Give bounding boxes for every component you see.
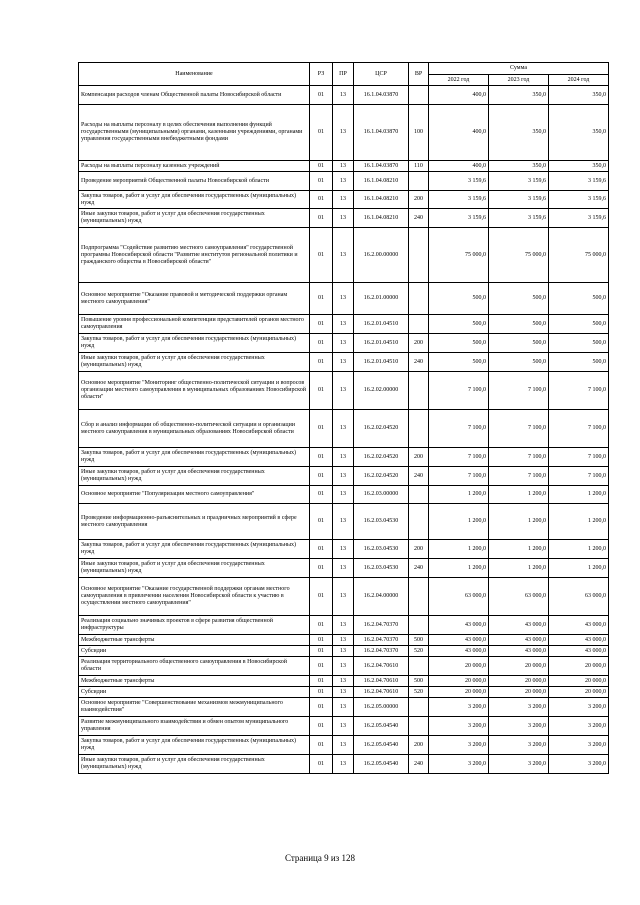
row-pr-cell: 13: [333, 334, 354, 353]
row-vr-cell: 500: [409, 635, 429, 646]
row-name-cell: Закупка товаров, работ и услуг для обеспечения государственных (муниципальных) нужд: [79, 540, 310, 559]
row-sum-2024-cell: 75 000,0: [549, 228, 609, 283]
row-vr-cell: 240: [409, 467, 429, 486]
table-row: [79, 372, 609, 410]
row-name-cell: Закупка товаров, работ и услуг для обеспечения государственных (муниципальных) нужд: [79, 334, 310, 353]
row-pr-cell: 13: [333, 755, 354, 774]
row-rz-cell: 01: [310, 616, 333, 635]
row-sum-2022-cell: 3 200,0: [429, 698, 489, 717]
row-rz-cell: 01: [310, 209, 333, 228]
row-sum-2023-cell: 500,0: [489, 353, 549, 372]
header-pr: ПР: [333, 63, 354, 86]
row-sum-2024-cell: 43 000,0: [549, 635, 609, 646]
row-rz-cell: 01: [310, 540, 333, 559]
row-sum-2022-cell: 43 000,0: [429, 646, 489, 657]
header-year-2024: 2024 год: [549, 75, 609, 86]
row-sum-2022-cell: 7 100,0: [429, 410, 489, 448]
row-sum-2023-cell: 1 200,0: [489, 486, 549, 504]
row-rz-cell: 01: [310, 315, 333, 334]
table-row: [79, 540, 609, 559]
row-name-cell: Проведение информационно-разъяснительных и праздничных мероприятий в сфере местного самоуправления: [79, 504, 310, 540]
row-vr-cell: 240: [409, 755, 429, 774]
row-csr-cell: 16.1.04.08210: [354, 191, 409, 209]
table-row: [79, 755, 609, 774]
row-sum-2024-cell: 3 200,0: [549, 736, 609, 755]
row-sum-2022-cell: 500,0: [429, 334, 489, 353]
row-sum-2022-cell: 3 159,6: [429, 209, 489, 228]
row-csr-cell: 16.2.04.70370: [354, 646, 409, 657]
row-sum-2024-cell: 7 100,0: [549, 372, 609, 410]
row-sum-2023-cell: 7 100,0: [489, 372, 549, 410]
row-sum-2023-cell: 43 000,0: [489, 616, 549, 635]
row-name-cell: Подпрограмма "Содействие развитию местного самоуправления" государственной программы Новосибирской области "Развитие институтов региональной политики и гражданского общества в Новосибирской области": [79, 228, 310, 283]
row-sum-2022-cell: 20 000,0: [429, 657, 489, 676]
row-pr-cell: 13: [333, 372, 354, 410]
row-pr-cell: 13: [333, 657, 354, 676]
row-csr-cell: 16.2.03.00000: [354, 486, 409, 504]
row-csr-cell: 16.2.01.00000: [354, 283, 409, 315]
row-sum-2024-cell: 500,0: [549, 283, 609, 315]
row-rz-cell: 01: [310, 717, 333, 736]
row-sum-2023-cell: 3 159,6: [489, 209, 549, 228]
table-row: [79, 676, 609, 687]
row-vr-cell: [409, 616, 429, 635]
row-sum-2024-cell: 350,0: [549, 161, 609, 172]
row-pr-cell: 13: [333, 209, 354, 228]
row-csr-cell: 16.1.04.03870: [354, 161, 409, 172]
row-vr-cell: [409, 486, 429, 504]
row-csr-cell: 16.2.02.04520: [354, 448, 409, 467]
row-name-cell: Сбор и анализ информации об общественно-политической ситуации и организации местного самоуправления в муниципальных образованиях Новосибирской области: [79, 410, 310, 448]
row-csr-cell: 16.1.04.03870: [354, 86, 409, 105]
row-name-cell: Иные закупки товаров, работ и услуг для обеспечения государственных (муниципальных) нужд: [79, 559, 310, 578]
row-sum-2024-cell: 1 200,0: [549, 540, 609, 559]
row-vr-cell: 200: [409, 736, 429, 755]
row-pr-cell: 13: [333, 86, 354, 105]
row-sum-2022-cell: 500,0: [429, 353, 489, 372]
row-sum-2023-cell: 63 000,0: [489, 578, 549, 616]
row-vr-cell: [409, 504, 429, 540]
row-vr-cell: 200: [409, 448, 429, 467]
row-sum-2023-cell: 20 000,0: [489, 657, 549, 676]
row-rz-cell: 01: [310, 353, 333, 372]
row-rz-cell: 01: [310, 86, 333, 105]
row-rz-cell: 01: [310, 687, 333, 698]
row-sum-2023-cell: 43 000,0: [489, 635, 549, 646]
row-sum-2022-cell: 7 100,0: [429, 372, 489, 410]
table-row: [79, 467, 609, 486]
row-rz-cell: 01: [310, 372, 333, 410]
table-row: [79, 315, 609, 334]
row-sum-2024-cell: 350,0: [549, 86, 609, 105]
row-pr-cell: 13: [333, 676, 354, 687]
row-csr-cell: 16.2.02.00000: [354, 372, 409, 410]
row-pr-cell: 13: [333, 172, 354, 191]
row-sum-2023-cell: 3 200,0: [489, 755, 549, 774]
row-sum-2022-cell: 1 200,0: [429, 504, 489, 540]
row-sum-2024-cell: 63 000,0: [549, 578, 609, 616]
row-name-cell: Реализация социально значимых проектов в сфере развития общественной инфраструктуры: [79, 616, 310, 635]
row-vr-cell: 200: [409, 191, 429, 209]
table-row: [79, 698, 609, 717]
table-row: [79, 616, 609, 635]
row-sum-2022-cell: 1 200,0: [429, 486, 489, 504]
row-vr-cell: 110: [409, 161, 429, 172]
row-pr-cell: 13: [333, 161, 354, 172]
row-name-cell: Проведение мероприятий Общественной палаты Новосибирской области: [79, 172, 310, 191]
row-sum-2022-cell: 43 000,0: [429, 635, 489, 646]
table-row: [79, 209, 609, 228]
table-row: [79, 578, 609, 616]
page-number: Страница 9 из 128: [285, 853, 355, 863]
row-csr-cell: 16.2.04.70610: [354, 657, 409, 676]
row-name-cell: Иные закупки товаров, работ и услуг для обеспечения государственных (муниципальных) нужд: [79, 353, 310, 372]
row-sum-2022-cell: 500,0: [429, 283, 489, 315]
row-pr-cell: 13: [333, 315, 354, 334]
row-sum-2024-cell: 20 000,0: [549, 687, 609, 698]
row-name-cell: Субсидии: [79, 646, 310, 657]
row-sum-2024-cell: 20 000,0: [549, 676, 609, 687]
row-pr-cell: 13: [333, 283, 354, 315]
row-csr-cell: 16.2.05.04540: [354, 755, 409, 774]
row-csr-cell: 16.2.02.04520: [354, 410, 409, 448]
header-rz: РЗ: [310, 63, 333, 86]
row-sum-2024-cell: 20 000,0: [549, 657, 609, 676]
row-sum-2022-cell: 400,0: [429, 161, 489, 172]
row-sum-2023-cell: 20 000,0: [489, 676, 549, 687]
row-rz-cell: 01: [310, 504, 333, 540]
row-sum-2024-cell: 7 100,0: [549, 410, 609, 448]
row-sum-2024-cell: 7 100,0: [549, 448, 609, 467]
row-pr-cell: 13: [333, 559, 354, 578]
row-pr-cell: 13: [333, 228, 354, 283]
row-sum-2024-cell: 43 000,0: [549, 646, 609, 657]
row-vr-cell: 240: [409, 353, 429, 372]
row-csr-cell: 16.1.04.08210: [354, 172, 409, 191]
table-row: [79, 559, 609, 578]
row-vr-cell: 520: [409, 687, 429, 698]
row-sum-2022-cell: 43 000,0: [429, 616, 489, 635]
row-sum-2023-cell: 350,0: [489, 105, 549, 161]
row-sum-2024-cell: 3 159,6: [549, 172, 609, 191]
row-rz-cell: 01: [310, 559, 333, 578]
row-vr-cell: [409, 410, 429, 448]
row-rz-cell: 01: [310, 578, 333, 616]
row-csr-cell: 16.2.04.70610: [354, 676, 409, 687]
row-vr-cell: 240: [409, 209, 429, 228]
row-sum-2024-cell: 500,0: [549, 315, 609, 334]
table-row: [79, 635, 609, 646]
row-sum-2024-cell: 43 000,0: [549, 616, 609, 635]
budget-table: [78, 62, 609, 774]
row-vr-cell: 200: [409, 540, 429, 559]
row-sum-2022-cell: 1 200,0: [429, 540, 489, 559]
row-vr-cell: [409, 86, 429, 105]
row-vr-cell: [409, 315, 429, 334]
row-csr-cell: 16.2.04.70370: [354, 616, 409, 635]
row-csr-cell: 16.2.05.04540: [354, 717, 409, 736]
row-sum-2023-cell: 75 000,0: [489, 228, 549, 283]
row-vr-cell: 520: [409, 646, 429, 657]
row-sum-2023-cell: 3 159,6: [489, 172, 549, 191]
row-csr-cell: 16.2.03.04530: [354, 559, 409, 578]
table-body: [79, 86, 609, 774]
row-rz-cell: 01: [310, 467, 333, 486]
row-pr-cell: 13: [333, 698, 354, 717]
row-rz-cell: 01: [310, 657, 333, 676]
row-sum-2023-cell: 7 100,0: [489, 448, 549, 467]
row-sum-2022-cell: 3 159,6: [429, 191, 489, 209]
row-pr-cell: 13: [333, 105, 354, 161]
table-row: [79, 161, 609, 172]
row-sum-2024-cell: 7 100,0: [549, 467, 609, 486]
row-vr-cell: 100: [409, 105, 429, 161]
row-rz-cell: 01: [310, 172, 333, 191]
row-sum-2023-cell: 43 000,0: [489, 646, 549, 657]
table-row: [79, 448, 609, 467]
row-sum-2024-cell: 1 200,0: [549, 504, 609, 540]
row-rz-cell: 01: [310, 736, 333, 755]
row-pr-cell: 13: [333, 486, 354, 504]
row-csr-cell: 16.2.03.04530: [354, 504, 409, 540]
header-year-2023: 2023 год: [489, 75, 549, 86]
table-row: [79, 646, 609, 657]
row-name-cell: Закупка товаров, работ и услуг для обеспечения государственных (муниципальных) нужд: [79, 191, 310, 209]
row-name-cell: Закупка товаров, работ и услуг для обеспечения государственных (муниципальных) нужд: [79, 736, 310, 755]
table-row: [79, 283, 609, 315]
row-pr-cell: 13: [333, 410, 354, 448]
row-vr-cell: [409, 717, 429, 736]
row-sum-2024-cell: 500,0: [549, 353, 609, 372]
row-pr-cell: 13: [333, 717, 354, 736]
row-sum-2023-cell: 500,0: [489, 334, 549, 353]
row-csr-cell: 16.2.05.04540: [354, 736, 409, 755]
row-rz-cell: 01: [310, 646, 333, 657]
table-row: [79, 717, 609, 736]
row-name-cell: Основное мероприятие "Оказание правовой и методической поддержки органам местного самоуправления": [79, 283, 310, 315]
row-rz-cell: 01: [310, 698, 333, 717]
row-sum-2022-cell: 7 100,0: [429, 448, 489, 467]
row-csr-cell: 16.2.00.00000: [354, 228, 409, 283]
row-sum-2023-cell: 1 200,0: [489, 540, 549, 559]
row-vr-cell: [409, 698, 429, 717]
row-rz-cell: 01: [310, 410, 333, 448]
row-sum-2023-cell: 7 100,0: [489, 467, 549, 486]
row-name-cell: Компенсация расходов членам Общественной палаты Новосибирской области: [79, 86, 310, 105]
row-sum-2023-cell: 3 159,6: [489, 191, 549, 209]
row-name-cell: Межбюджетные трансферты: [79, 635, 310, 646]
row-name-cell: Иные закупки товаров, работ и услуг для обеспечения государственных (муниципальных) нужд: [79, 209, 310, 228]
row-sum-2024-cell: 1 200,0: [549, 486, 609, 504]
row-name-cell: Иные закупки товаров, работ и услуг для обеспечения государственных (муниципальных) нужд: [79, 467, 310, 486]
table-row: [79, 657, 609, 676]
row-csr-cell: 16.2.01.04510: [354, 315, 409, 334]
header-name: Наименование: [79, 63, 310, 86]
row-csr-cell: 16.2.04.70370: [354, 635, 409, 646]
row-sum-2022-cell: 3 200,0: [429, 736, 489, 755]
row-pr-cell: 13: [333, 540, 354, 559]
row-rz-cell: 01: [310, 448, 333, 467]
row-name-cell: Субсидии: [79, 687, 310, 698]
row-sum-2023-cell: 1 200,0: [489, 504, 549, 540]
row-sum-2023-cell: 500,0: [489, 283, 549, 315]
row-csr-cell: 16.2.03.04530: [354, 540, 409, 559]
row-sum-2023-cell: 1 200,0: [489, 559, 549, 578]
row-rz-cell: 01: [310, 755, 333, 774]
table-row: [79, 410, 609, 448]
row-name-cell: Повышение уровня профессиональной компетенции представителей органов местного самоуправления: [79, 315, 310, 334]
row-sum-2023-cell: 20 000,0: [489, 687, 549, 698]
row-csr-cell: 16.2.04.00000: [354, 578, 409, 616]
table-row: [79, 353, 609, 372]
row-rz-cell: 01: [310, 161, 333, 172]
row-sum-2024-cell: 3 159,6: [549, 191, 609, 209]
row-sum-2022-cell: 3 200,0: [429, 717, 489, 736]
row-vr-cell: [409, 172, 429, 191]
row-sum-2022-cell: 3 159,6: [429, 172, 489, 191]
row-csr-cell: 16.1.04.08210: [354, 209, 409, 228]
row-sum-2023-cell: 350,0: [489, 161, 549, 172]
table-row: [79, 486, 609, 504]
row-rz-cell: 01: [310, 283, 333, 315]
row-sum-2022-cell: 3 200,0: [429, 755, 489, 774]
row-rz-cell: 01: [310, 228, 333, 283]
row-sum-2022-cell: 1 200,0: [429, 559, 489, 578]
header-csr: ЦСР: [354, 63, 409, 86]
row-sum-2022-cell: 63 000,0: [429, 578, 489, 616]
row-name-cell: Межбюджетные трансферты: [79, 676, 310, 687]
row-name-cell: Реализация территориального общественного самоуправления в Новосибирской области: [79, 657, 310, 676]
row-sum-2023-cell: 3 200,0: [489, 736, 549, 755]
row-vr-cell: 240: [409, 559, 429, 578]
table-row: [79, 86, 609, 105]
table-row: [79, 191, 609, 209]
row-name-cell: Расходы на выплаты персоналу в целях обеспечения выполнения функций государственными (муниципальными) органами, казенными учреждениями, органами управления государственными внебюджетными фондами: [79, 105, 310, 161]
row-vr-cell: [409, 578, 429, 616]
table-row: [79, 172, 609, 191]
header-year-2022: 2022 год: [429, 75, 489, 86]
row-csr-cell: 16.2.01.04510: [354, 353, 409, 372]
row-sum-2022-cell: 20 000,0: [429, 676, 489, 687]
row-vr-cell: [409, 372, 429, 410]
row-sum-2024-cell: 3 200,0: [549, 755, 609, 774]
row-name-cell: Основное мероприятие "Мониторинг общественно-политической ситуации и вопросов организации местного самоуправления в муниципальных образованиях Новосибирской области": [79, 372, 310, 410]
row-sum-2022-cell: 400,0: [429, 105, 489, 161]
row-sum-2023-cell: 7 100,0: [489, 410, 549, 448]
row-sum-2024-cell: 3 159,6: [549, 209, 609, 228]
header-sum: Сумма: [429, 63, 609, 75]
row-vr-cell: [409, 657, 429, 676]
row-pr-cell: 13: [333, 646, 354, 657]
table-row: [79, 736, 609, 755]
row-pr-cell: 13: [333, 467, 354, 486]
row-name-cell: Основное мероприятие "Оказание государственной поддержки органам местного самоуправления в привлечении населения Новосибирской области к участию в осуществлении местного самоуправления": [79, 578, 310, 616]
row-csr-cell: 16.2.05.00000: [354, 698, 409, 717]
row-rz-cell: 01: [310, 486, 333, 504]
table-row: [79, 504, 609, 540]
row-sum-2022-cell: 7 100,0: [429, 467, 489, 486]
table-row: [79, 228, 609, 283]
row-csr-cell: 16.1.04.03870: [354, 105, 409, 161]
row-rz-cell: 01: [310, 105, 333, 161]
row-sum-2023-cell: 500,0: [489, 315, 549, 334]
row-sum-2022-cell: 75 000,0: [429, 228, 489, 283]
row-sum-2024-cell: 350,0: [549, 105, 609, 161]
row-pr-cell: 13: [333, 353, 354, 372]
table-row: [79, 105, 609, 161]
row-name-cell: Развитие межмуниципального взаимодействия и обмен опытом муниципального управления: [79, 717, 310, 736]
row-sum-2024-cell: 1 200,0: [549, 559, 609, 578]
row-vr-cell: 500: [409, 676, 429, 687]
row-rz-cell: 01: [310, 635, 333, 646]
row-sum-2024-cell: 3 200,0: [549, 717, 609, 736]
row-pr-cell: 13: [333, 578, 354, 616]
row-sum-2024-cell: 500,0: [549, 334, 609, 353]
row-name-cell: Расходы на выплаты персоналу казенных учреждений: [79, 161, 310, 172]
row-sum-2022-cell: 20 000,0: [429, 687, 489, 698]
row-name-cell: Основное мероприятие "Совершенствование механизмов межмуниципального взаимодействия": [79, 698, 310, 717]
row-vr-cell: [409, 283, 429, 315]
row-sum-2022-cell: 400,0: [429, 86, 489, 105]
row-rz-cell: 01: [310, 334, 333, 353]
table-row: [79, 687, 609, 698]
row-csr-cell: 16.2.02.04520: [354, 467, 409, 486]
row-csr-cell: 16.2.01.04510: [354, 334, 409, 353]
row-pr-cell: 13: [333, 191, 354, 209]
row-pr-cell: 13: [333, 504, 354, 540]
row-vr-cell: [409, 228, 429, 283]
row-pr-cell: 13: [333, 635, 354, 646]
row-name-cell: Иные закупки товаров, работ и услуг для обеспечения государственных (муниципальных) нужд: [79, 755, 310, 774]
header-vr: ВР: [409, 63, 429, 86]
row-pr-cell: 13: [333, 616, 354, 635]
row-pr-cell: 13: [333, 448, 354, 467]
row-pr-cell: 13: [333, 736, 354, 755]
row-sum-2022-cell: 500,0: [429, 315, 489, 334]
row-rz-cell: 01: [310, 676, 333, 687]
row-csr-cell: 16.2.04.70610: [354, 687, 409, 698]
table-row: [79, 334, 609, 353]
row-sum-2023-cell: 3 200,0: [489, 717, 549, 736]
row-name-cell: Закупка товаров, работ и услуг для обеспечения государственных (муниципальных) нужд: [79, 448, 310, 467]
row-pr-cell: 13: [333, 687, 354, 698]
row-sum-2023-cell: 3 200,0: [489, 698, 549, 717]
row-vr-cell: 200: [409, 334, 429, 353]
row-rz-cell: 01: [310, 191, 333, 209]
row-name-cell: Основное мероприятие "Популяризация местного самоуправления": [79, 486, 310, 504]
row-sum-2024-cell: 3 200,0: [549, 698, 609, 717]
row-sum-2023-cell: 350,0: [489, 86, 549, 105]
